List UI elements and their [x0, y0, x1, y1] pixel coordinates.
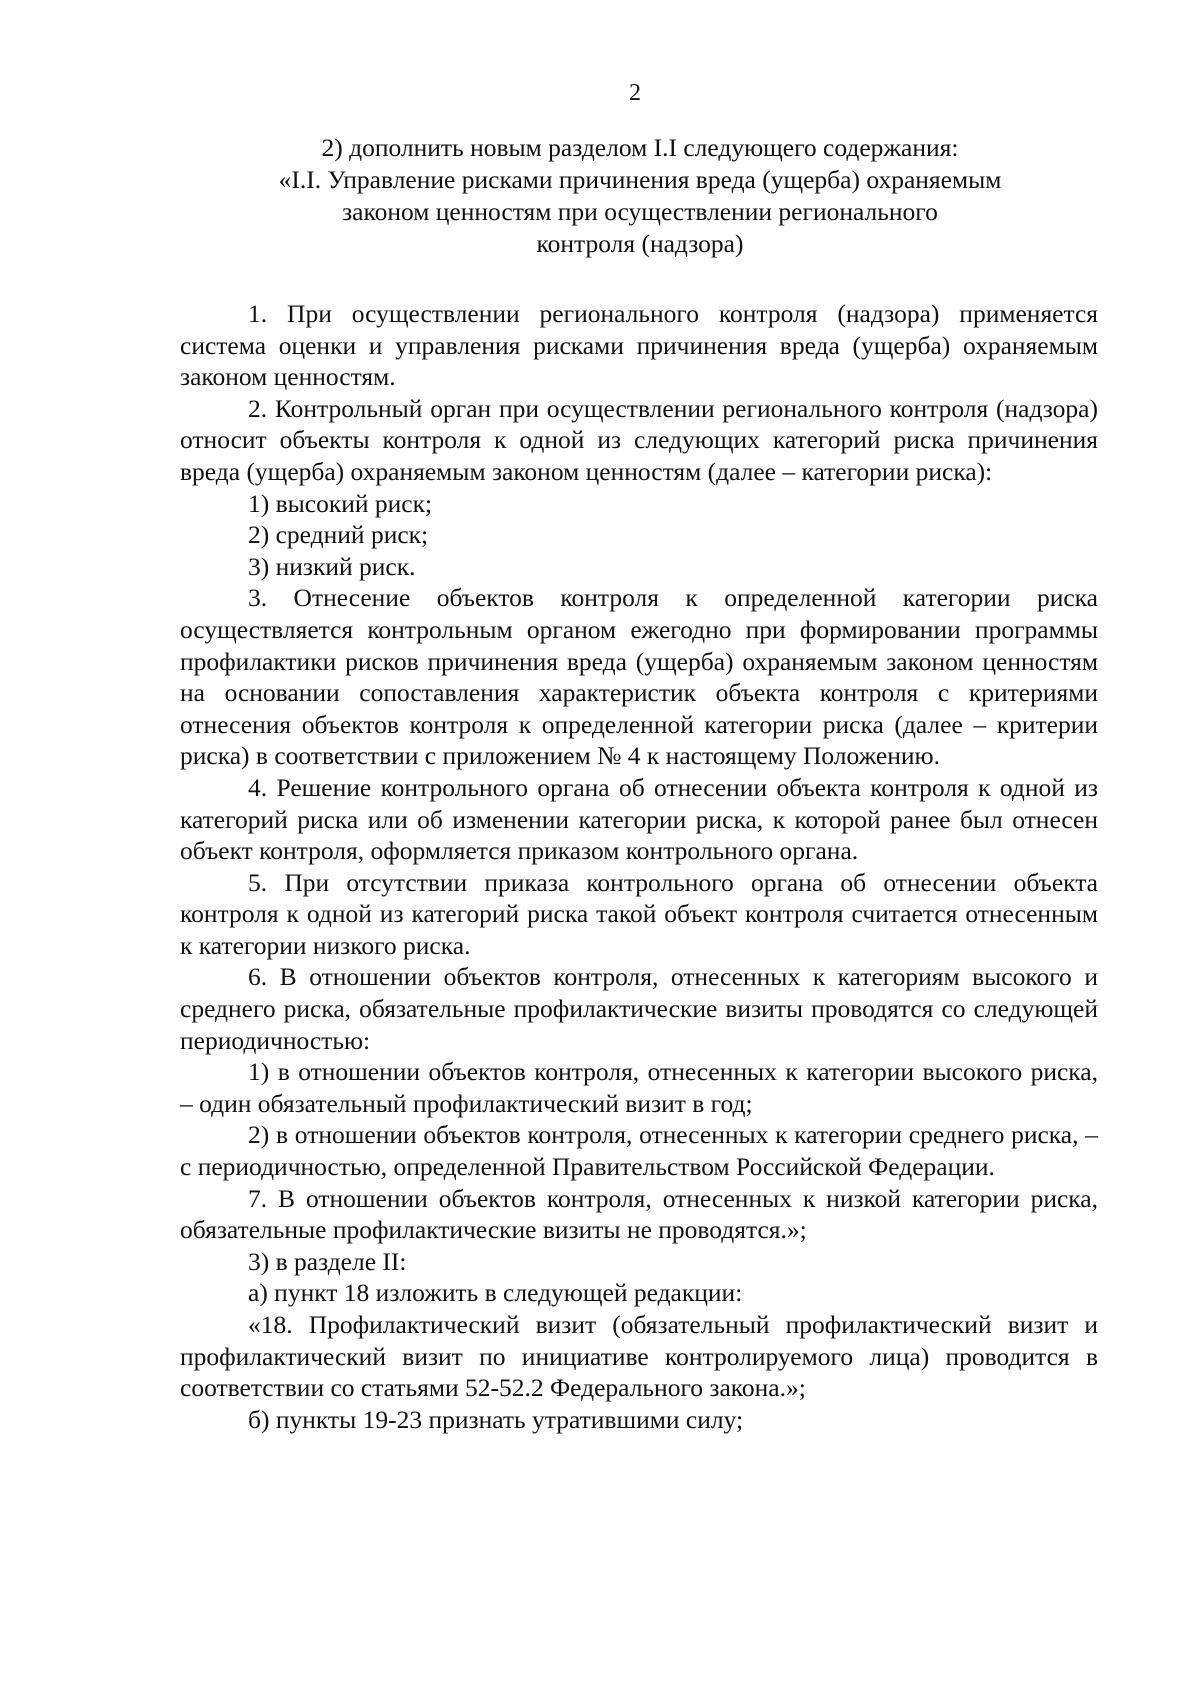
list-item-high-risk: 1) высокий риск; — [248, 488, 433, 518]
amendment-item-b: б) пункты 19-23 признать утратившими силу; — [248, 1404, 744, 1434]
paragraph-6-subitem-1: 1) в отношении объектов контроля, отнесенных к категории высокого риска, – один обязательный профилактический визит в год; — [180, 1057, 1098, 1118]
paragraph-2: 2. Контрольный орган при осуществлении регионального контроля (надзора) относит объекты контроля к одной из следующих категорий риска причинения вреда (ущерба) охраняемым законом ценностям (далее – категории риска): — [180, 393, 1098, 486]
paragraph-1: 1. При осуществлении регионального контроля (надзора) применяется система оценки и управления рисками причинения вреда (ущерба) охраняемым законом ценностям. — [180, 299, 1098, 392]
paragraph-4: 4. Решение контрольного органа об отнесении объекта контроля к одной из категорий риска или об изменении категории риска, к которой ранее был отнесен объект контроля, оформляется приказом контрольного органа. — [180, 772, 1098, 866]
paragraph-7: 7. В отношении объектов контроля, отнесенных к низкой категории риска, обязательные профилактические визиты не проводятся.»; — [180, 1183, 1098, 1245]
amendment-point-18: «18. Профилактический визит (обязательный профилактический визит и профилактический визит по инициативе контролируемого лица) проводится в соответствии со статьями 52-52.2 Федерального закона.»; — [180, 1310, 1098, 1403]
document-body — [180, 298, 1098, 1435]
list-item-low-risk: 3) низкий риск. — [248, 551, 416, 581]
paragraph-3: 3. Отнесение объектов контроля к определенной категории риска осуществляется контрольным органом ежегодно при формировании программы профилактики рисков причинения вреда (ущерба) охраняемым законом ценностям на основании сопоставления характеристик объекта контроля с критериями отнесения объектов контроля к определенной категории риска (далее – критерии риска) в соответствии с приложением № 4 к настоящему Положению. — [180, 583, 1098, 771]
paragraph-6-subitem-2: 2) в отношении объектов контроля, отнесенных к категории среднего риска, – с периодичностью, определенной Правительством Российской Федерации. — [180, 1120, 1098, 1182]
heading-intro: 2) дополнить новым разделом I.I следующего содержания: — [321, 133, 959, 162]
amendment-item-a: а) пункт 18 изложить в следующей редакции: — [248, 1278, 743, 1308]
section-title-line: «I.I. Управление рисками причинения вреда (ущерба) охраняемым — [278, 165, 1002, 194]
amendment-section-2: 3) в разделе II: — [248, 1246, 407, 1276]
section-heading — [180, 132, 1100, 260]
section-title-line: контроля (надзора) — [536, 229, 744, 258]
list-item-medium-risk: 2) средний риск; — [248, 520, 429, 550]
page-number: 2 — [629, 80, 641, 106]
paragraph-5: 5. При отсутствии приказа контрольного органа об отнесении объекта контроля к одной из категорий риска такой объект контроля считается отнесенным к категории низкого риска. — [180, 867, 1098, 960]
paragraph-6: 6. В отношении объектов контроля, отнесенных к категориям высокого и среднего риска, обязательные профилактические визиты проводятся со следующей периодичностью: — [180, 962, 1098, 1055]
section-title-line: законом ценностям при осуществлении регионального — [342, 197, 938, 226]
